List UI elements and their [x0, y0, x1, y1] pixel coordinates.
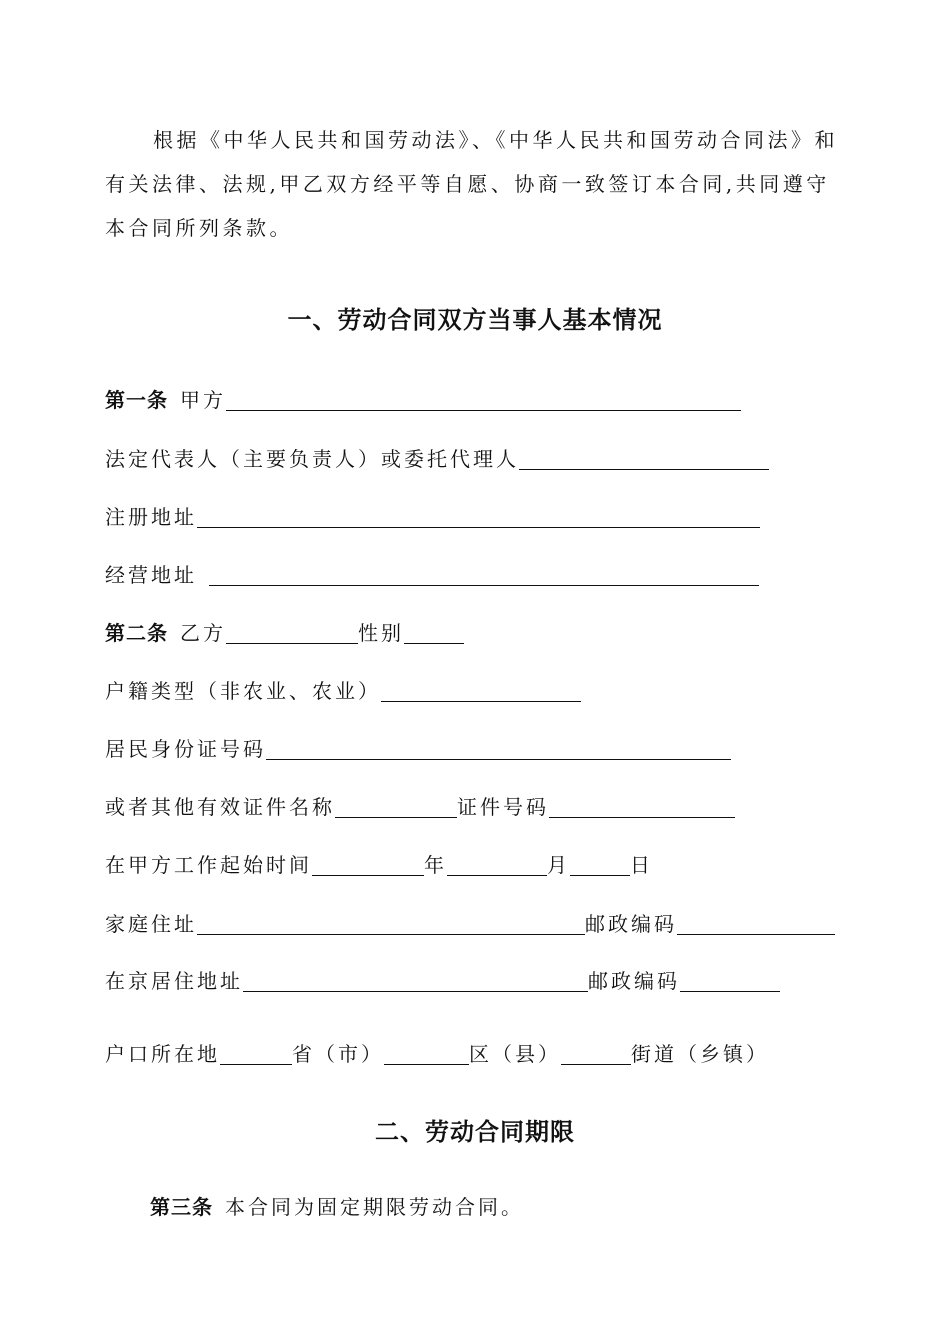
other-id-row: [105, 791, 735, 820]
id-no-blank[interactable]: [549, 795, 735, 818]
start-month-blank[interactable]: [447, 853, 547, 876]
id-number-row: [105, 733, 731, 762]
beijing-address-blank[interactable]: [243, 969, 588, 992]
home-address-row: [105, 908, 835, 937]
section1-heading: 一、劳动合同双方当事人基本情况: [287, 306, 663, 334]
start-year-blank[interactable]: [312, 853, 424, 876]
intro-text: 根据《中华人民共和国劳动法》、《中华人民共和国劳动合同法》和有关法律、法规,甲乙双方经平等自愿、协商一致签订本合同,共同遵守本合同所列条款。: [105, 128, 838, 240]
postcode-label: 邮政编码: [585, 912, 677, 936]
article1-label: 第一条: [105, 388, 168, 412]
month-label: 月: [547, 853, 570, 877]
article1-party-a: [105, 384, 741, 413]
start-day-blank[interactable]: [570, 853, 630, 876]
id-no-label: 证件号码: [457, 795, 549, 819]
beijing-address-row: [105, 965, 780, 994]
op-address-blank[interactable]: [209, 563, 759, 586]
reg-address-label: 注册地址: [105, 505, 197, 529]
street-label: 街道（乡镇）: [631, 1042, 769, 1066]
id-number-blank[interactable]: [266, 737, 731, 760]
article3-label: 第三条: [150, 1195, 213, 1219]
legal-rep-blank[interactable]: [519, 447, 769, 470]
household-type-blank[interactable]: [381, 679, 581, 702]
party-a-blank[interactable]: [226, 388, 741, 411]
other-id-name-label: 或者其他有效证件名称: [105, 795, 335, 819]
beijing-address-label: 在京居住地址: [105, 969, 243, 993]
article3-row: [150, 1191, 524, 1220]
year-label: 年: [424, 853, 447, 877]
section2-heading: 二、劳动合同期限: [375, 1118, 575, 1146]
legal-rep-row: [105, 443, 769, 472]
party-a-label: 甲方: [180, 388, 226, 412]
hukou-label: 户口所在地: [105, 1042, 220, 1066]
postcode-blank[interactable]: [677, 912, 835, 935]
postcode2-label: 邮政编码: [588, 969, 680, 993]
party-b-label: 乙方: [180, 621, 226, 645]
party-b-blank[interactable]: [226, 621, 358, 644]
gender-blank[interactable]: [404, 621, 464, 644]
home-address-label: 家庭住址: [105, 912, 197, 936]
op-address-row: [105, 559, 759, 588]
district-blank[interactable]: [384, 1042, 469, 1065]
article2-label: 第二条: [105, 621, 168, 645]
day-label: 日: [630, 853, 653, 877]
reg-address-row: [105, 501, 760, 530]
article3-text: 本合同为固定期限劳动合同。: [225, 1195, 524, 1219]
street-blank[interactable]: [561, 1042, 631, 1065]
gender-label: 性别: [358, 621, 404, 645]
province-blank[interactable]: [220, 1042, 292, 1065]
id-number-label: 居民身份证号码: [105, 737, 266, 761]
reg-address-blank[interactable]: [197, 505, 760, 528]
other-id-name-blank[interactable]: [335, 795, 457, 818]
province-label: 省（市）: [292, 1042, 384, 1066]
postcode2-blank[interactable]: [680, 969, 780, 992]
start-time-row: [105, 849, 653, 878]
legal-rep-label: 法定代表人（主要负责人）或委托代理人: [105, 447, 519, 471]
district-label: 区（县）: [469, 1042, 561, 1066]
op-address-label: 经营地址: [105, 563, 197, 587]
article2-party-b: [105, 617, 464, 646]
household-type-row: [105, 675, 581, 704]
hukou-row: [105, 1038, 769, 1067]
start-time-label: 在甲方工作起始时间: [105, 853, 312, 877]
home-address-blank[interactable]: [197, 912, 585, 935]
intro-paragraph: [105, 118, 840, 250]
household-type-label: 户籍类型（非农业、农业）: [105, 679, 381, 703]
